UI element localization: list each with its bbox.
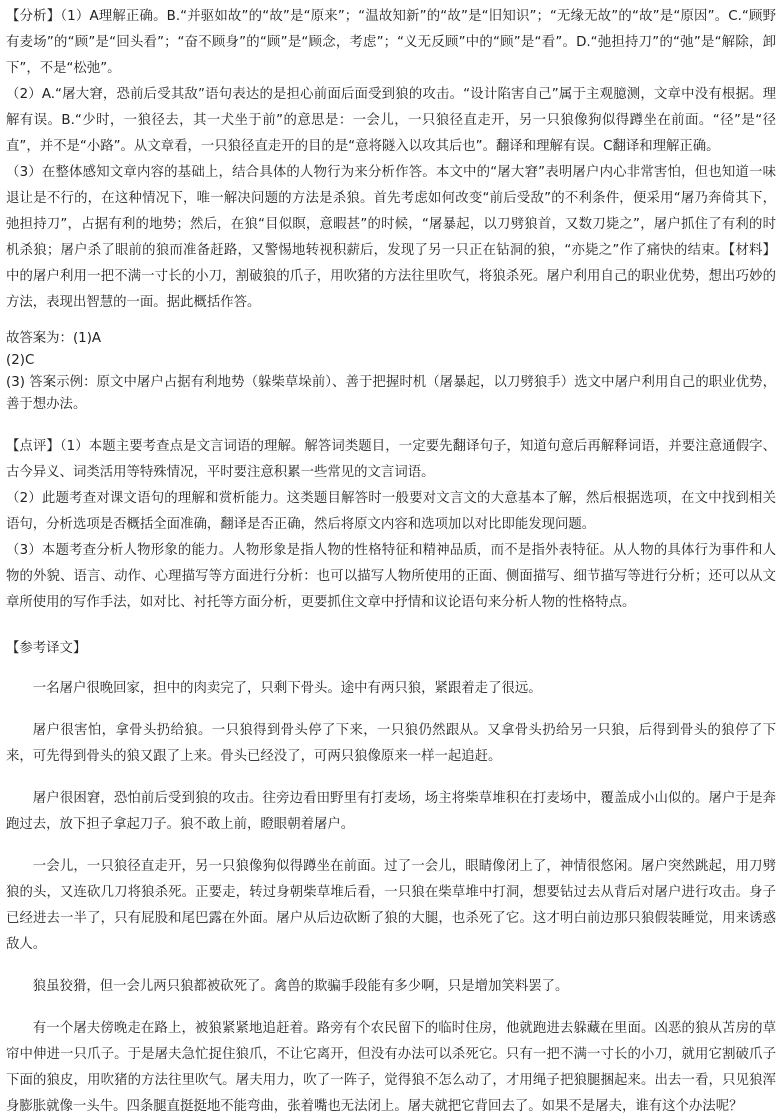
comment-paragraph-2: （2）此题考查对课文语句的理解和赏析能力。这类题目解答时一般要对文言文的大意基本了解，然后根据选项，在文中找到相关语句，分析选项是否概括全面准确，翻译是否正确，然后将原文内容和选项加以对比即能发现问题。 (6, 491, 776, 532)
translation-heading: 【参考译文】 (6, 641, 87, 656)
comment-paragraph-1: 【点评】（1）本题主要考查点是文言词语的理解。解答词类题目，一定要先翻译句子，知道句意后再解释词语，并要注意通假字、古今异义、词类活用等特殊情况，平时要注意积累一些常见的文言词语。 (6, 439, 776, 480)
analysis-paragraph-1: 【分析】（1）A理解正确。B.“并驱如故”的“故”是“原来”；“温故知新”的“故”是“旧知识”；“无缘无故”的“故”是“原因”。C.“顾野有麦场”的“顾”是“回头看”；“奋不顾身”的“顾”是“顾念，考虑”；“义无反顾”中的“顾”是“看”。D.“弛担持刀”的“弛”是“解除，卸下”，不是“松弛”。 (6, 9, 776, 76)
answer-section (6, 328, 776, 416)
analysis-section (6, 4, 776, 316)
translation-paragraph: 屠户很害怕，拿骨头扔给狼。一只狼得到骨头停了下来，一只狼仍然跟从。又拿骨头扔给另一只狼，后得到骨头的狼停了下来，可先得到骨头的狼又跟了上来。骨头已经没了，可两只狼像原来一样一起追赶。 (6, 723, 776, 764)
translation-paragraph: 屠户很困窘，恐怕前后受到狼的攻击。往旁边看田野里有打麦场，场主将柴草堆积在打麦场中，覆盖成小山似的。屠户于是奔跑过去，放下担子拿起刀子。狼不敢上前，瞪眼朝着屠户。 (6, 791, 776, 832)
answer-1: 故答案为：(1)A (6, 331, 102, 346)
translation-paragraph: 狼虽狡猾，但一会儿两只狼都被砍死了。禽兽的欺骗手段能有多少啊，只是增加笑料罢了。 (32, 979, 569, 994)
answer-2: (2)C (6, 353, 35, 368)
translation-paragraph: 一会儿，一只狼径直走开，另一只狼像狗似得蹲坐在前面。过了一会儿，眼睛像闭上了，神情很悠闲。屠户突然跳起，用刀劈狼的头，又连砍几刀将狼杀死。正要走，转过身朝柴草堆后看，一只狼在柴草堆中打洞，想要钻过去从背后对屠户进行攻击。身子已经进去一半了，只有屁股和尾巴露在外面。屠户从后边砍断了狼的大腿，也杀死了它。这才明白前边那只狼假装睡觉，用来诱惑敌人。 (6, 859, 776, 952)
analysis-paragraph-2: （2）A.“屠大窘，恐前后受其敌”语句表达的是担心前面后面受到狼的攻击。“设计陷害自己”属于主观臆测，文章中没有根据。理解有误。B.“少时，一狼径去，其一犬坐于前”的意思是：一会儿，一只狼径直走开，另一只狼像狗似得蹲坐在前面。“径”是“径直”，并不是“小路”。从文章看，一只狼径直走开的目的是“意将隧入以攻其后也”。翻译和理解有误。C翻译和理解正确。 (6, 87, 776, 154)
translation-section (6, 636, 776, 1120)
translation-paragraph: 有一个屠夫傍晚走在路上，被狼紧紧地追赶着。路旁有个农民留下的临时住房，他就跑进去躲藏在里面。凶恶的狼从苫房的草帘中伸进一只爪子。于是屠夫急忙捉住狼爪，不让它离开，但没有办法可以杀死它。只有一把不满一寸长的小刀，就用它割破爪子下面的狼皮，用吹猪的方法往里吹气。屠夫用力，吹了一阵子，觉得狼不怎么动了，才用绳子把狼腿捆起来。出去一看，只见狼浑身膨胀就像一头牛。四条腿直挺挺地不能弯曲，张着嘴也无法闭上。屠夫就把它背回去了。如果不是屠夫，谁有这个办法呢？ (6, 1021, 776, 1114)
answer-3: (3) 答案示例：原文中屠户占据有利地势（躲柴草垛前）、善于把握时机（屠暴起，以刀劈狼手）选文中屠户利用自己的职业优势，善于想办法。 (6, 375, 776, 412)
comment-paragraph-3: （3）本题考查分析人物形象的能力。人物形象是指人物的性格特征和精神品质，而不是指外表特征。从人物的具体行为事件和人物的外貌、语言、动作、心理描写等方面进行分析：也可以描写人物所使用的正面、侧面描写、细节描写等进行分析；还可以从文章所使用的写作手法，如对比、衬托等方面分析，更要抓住文章中抒情和议论语句来分析人物的性格特点。 (6, 543, 776, 610)
translation-paragraph: 一名屠户很晚回家，担中的肉卖完了，只剩下骨头。途中有两只狼，紧跟着走了很远。 (32, 681, 542, 696)
analysis-paragraph-3: （3）在整体感知文章内容的基础上，结合具体的人物行为来分析作答。本文中的“屠大窘”表明屠户内心非常害怕，但也知道一味退让是不行的，在这种情况下，唯一解决问题的方法是杀狼。首先考虑如何改变“前后受敌”的不利条件，便采用“屠乃奔倚其下，弛担持刀”，占据有利的地势；然后，在狼“目似瞑，意暇甚”的时候，“屠暴起，以刀劈狼首，又数刀毙之”，屠户抓住了有利的时机杀狼；屠户杀了眼前的狼而准备赶路，又警惕地转视积薪后，发现了另一只正在钻洞的狼，“亦毙之”作了痛快的结束。【材料】中的屠户利用一把不满一寸长的小刀，割破狼的爪子，用吹猪的方法往里吹气，将狼杀死。屠户利用自己的职业优势，想出巧妙的方法，表现出智慧的一面。据此概括作答。 (6, 165, 776, 310)
comment-section (6, 434, 776, 616)
